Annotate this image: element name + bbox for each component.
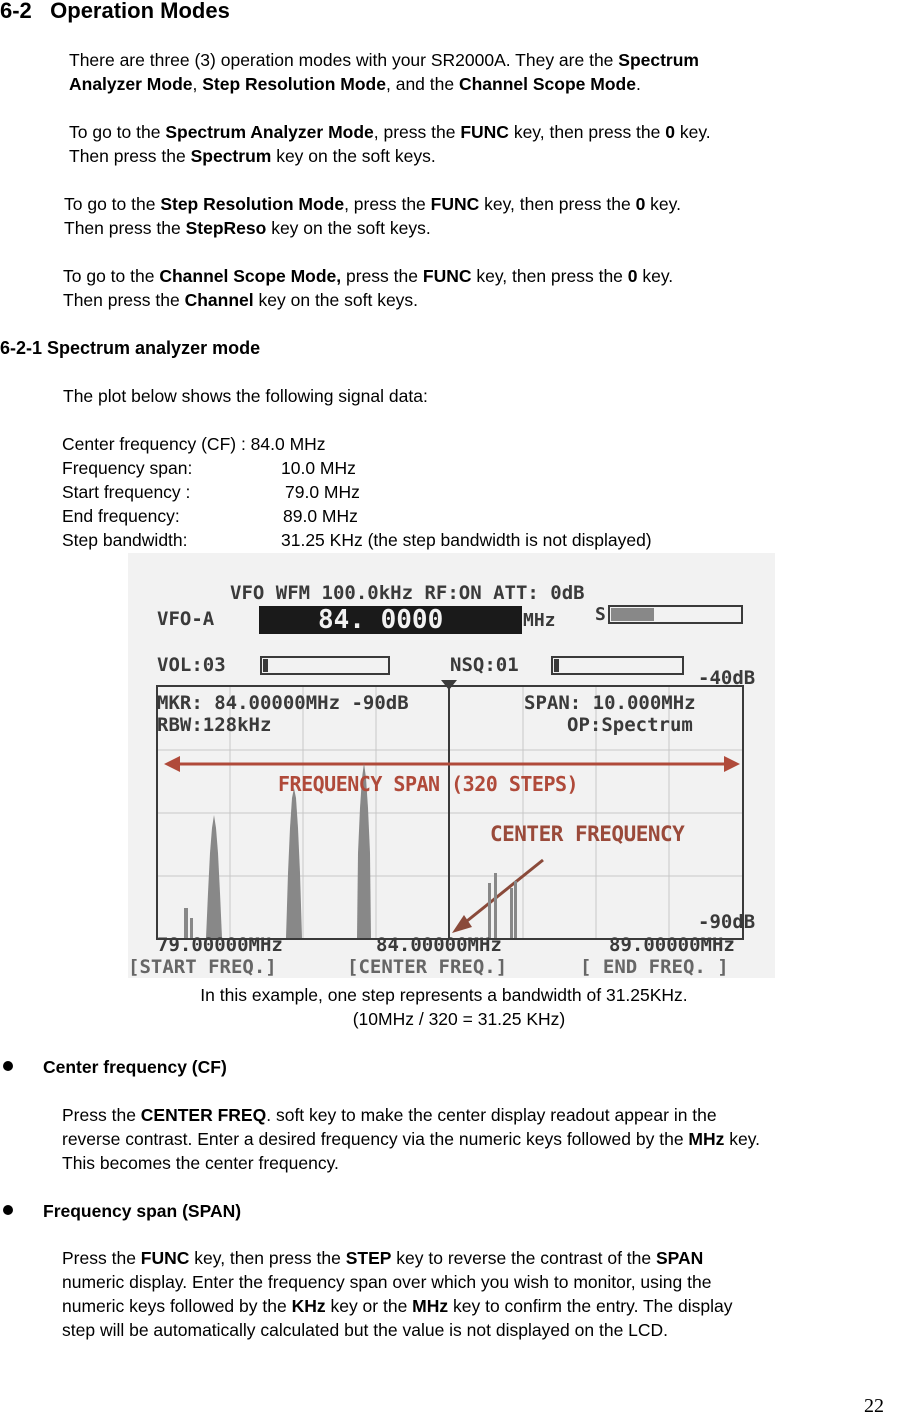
signal-row-start-label: Start frequency : [62, 482, 191, 502]
lcd-center-freq: 84.00000MHz [376, 934, 502, 956]
figure-caption-1: In this example, one step represents a bandwidth of 31.25KHz. [200, 985, 688, 1005]
section-number: 6-2 [0, 0, 32, 23]
signal-row-step-value: 31.25 KHz (the step bandwidth is not displayed) [281, 530, 652, 550]
signal-row-end-value: 89.0 MHz [283, 506, 358, 526]
lcd-start-freq: 79.00000MHz [157, 934, 283, 956]
signal-row-cf: Center frequency (CF) : 84.0 MHz [62, 434, 326, 454]
lcd-annotation-center: CENTER FREQUENCY [490, 822, 685, 846]
lcd-freq-display: 84. 0000 [318, 605, 444, 635]
signal-row-step-label: Step bandwidth: [62, 530, 188, 550]
subsection-heading: 6-2-1 Spectrum analyzer mode [0, 338, 261, 358]
span-arrow-left-icon [164, 756, 180, 772]
bullet-cf-line-2: reverse contrast. Enter a desired frequency via the numeric keys followed by the MHz key. [62, 1129, 761, 1149]
plot-intro: The plot below shows the following signal data: [63, 386, 428, 406]
lcd-bottom-db: -90dB [698, 911, 756, 933]
bullet-span-line-1: Press the FUNC key, then press the STEP key to reverse the contrast of the SPAN [62, 1248, 704, 1268]
softkey-center-freq[interactable]: [CENTER FREQ.] [347, 956, 508, 978]
figure-caption-2: (10MHz / 320 = 31.25 KHz) [352, 1009, 566, 1029]
section-title: Operation Modes [50, 0, 230, 23]
step-mode-instruction: To go to the Step Resolution Mode, press the FUNC key, then press the 0 key. [64, 194, 681, 214]
lcd-top-row: VFO WFM 100.0kHz RF:ON ATT: 0dB [230, 582, 585, 604]
lcd-span: SPAN: 10.000MHz [524, 692, 696, 714]
s-meter-fill [611, 608, 654, 621]
nsq-bar-frame [552, 657, 683, 674]
section-heading [0, 0, 230, 23]
signal-row-span-label: Frequency span: [62, 458, 193, 478]
bullet-span-line-4: step will be automatically calculated but the value is not displayed on the LCD. [62, 1320, 669, 1340]
softkey-start-freq[interactable]: [START FREQ.] [128, 956, 277, 978]
lcd-end-freq: 89.00000MHz [609, 934, 735, 956]
channel-mode-instruction-2: Then press the Channel key on the soft keys. [63, 290, 419, 310]
lcd-screenshot [128, 553, 775, 978]
vol-bar-frame [261, 657, 389, 674]
bullet-span-title: Frequency span (SPAN) [43, 1201, 242, 1221]
bullet-icon [3, 1061, 13, 1071]
lcd-graphics [128, 553, 775, 978]
center-arrow-line [462, 860, 543, 925]
lcd-s-label: S [595, 604, 606, 625]
lcd-freq-unit: MHz [523, 610, 556, 631]
span-arrow-right-icon [724, 756, 740, 772]
lcd-annotation-span: FREQUENCY SPAN (320 STEPS) [278, 772, 579, 796]
intro-line-2: Analyzer Mode, Step Resolution Mode, and the Channel Scope Mode. [69, 74, 641, 94]
bullet-cf-title: Center frequency (CF) [43, 1057, 227, 1077]
signal-row-end-label: End frequency: [62, 506, 180, 526]
bullet-icon [3, 1205, 13, 1215]
lcd-op: OP:Spectrum [567, 714, 693, 736]
step-mode-instruction-2: Then press the StepReso key on the soft keys. [64, 218, 431, 238]
signal-row-span-value: 10.0 MHz [281, 458, 356, 478]
lcd-mkr: MKR: 84.00000MHz -90dB [157, 692, 409, 714]
bullet-cf-line-1: Press the CENTER FREQ. soft key to make the center display readout appear in the [62, 1105, 717, 1125]
bullet-span-line-3: numeric keys followed by the KHz key or the MHz key to confirm the entry. The display [62, 1296, 733, 1316]
softkey-end-freq[interactable]: [ END FREQ. ] [580, 956, 729, 978]
lcd-vol: VOL:03 [157, 654, 226, 676]
lcd-top-db: -40dB [698, 667, 756, 689]
lcd-vfo-label: VFO-A [157, 608, 215, 630]
lcd-nsq: NSQ:01 [450, 654, 519, 676]
channel-mode-instruction: To go to the Channel Scope Mode, press the FUNC key, then press the 0 key. [63, 266, 674, 286]
nsq-bar-fill [554, 659, 559, 672]
spectrum-mode-instruction-2: Then press the Spectrum key on the soft keys. [69, 146, 436, 166]
bullet-cf-line-3: This becomes the center frequency. [62, 1153, 339, 1173]
bullet-span-line-2: numeric display. Enter the frequency span over which you wish to monitor, using the [62, 1272, 712, 1292]
lcd-rbw: RBW:128kHz [157, 714, 272, 736]
intro-line-1: There are three (3) operation modes with your SR2000A. They are the Spectrum [69, 50, 699, 70]
vol-bar-fill [263, 659, 268, 672]
page-number: 22 [864, 1395, 884, 1417]
spectrum-mode-instruction: To go to the Spectrum Analyzer Mode, press the FUNC key, then press the 0 key. [69, 122, 711, 142]
signal-row-start-value: 79.0 MHz [285, 482, 360, 502]
